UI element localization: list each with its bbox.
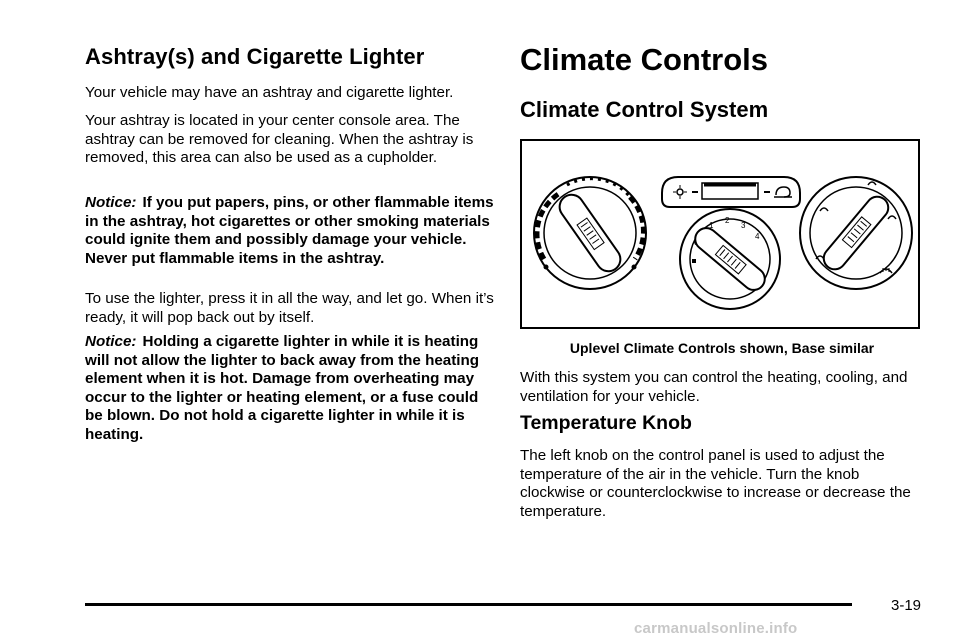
- climate-controls-illustration: [522, 141, 918, 327]
- notice-text: Holding a cigarette lighter in while it is heating will not allow the lighter to back away from the heating element when it is hot. Damage from overheating may occur to the lighter or heating element, or a fuse could be blown. Do not hold a cigarette lighter in while it is heating.: [85, 333, 480, 443]
- chapter-title: Climate Controls: [520, 42, 769, 77]
- page-number: 3-19: [891, 597, 922, 614]
- ashtray-heading: Ashtray(s) and Cigarette Lighter: [85, 44, 425, 69]
- watermark: carmanualsonline.info: [634, 620, 798, 637]
- fan-speed-1: 1: [709, 221, 714, 230]
- climate-controls-figure: [520, 139, 920, 329]
- ashtray-location: Your ashtray is located in your center console area. The ashtray can be removed for cleaning. When the ashtray is removed, this area can also be used as a cupholder.: [85, 112, 474, 166]
- mode-knob: [800, 177, 912, 289]
- section-title: Climate Control System: [520, 97, 769, 122]
- fan-speed-2: 2: [725, 216, 730, 225]
- temperature-knob: [534, 177, 646, 289]
- temperature-knob-description: The left knob on the control panel is used to adjust the temperature of the air in the vehicle. Turn the knob clockwise or counterclockwise to increase or decrease the temperature.: [520, 447, 911, 520]
- ashtray-intro: Your vehicle may have an ashtray and cigarette lighter.: [85, 84, 454, 101]
- notice-text: If you put papers, pins, or other flammable items in the ashtray, hot cigarettes or other smoking materials could ignite them and possibly damage your vehicle. Never put flammable items in the ashtray.: [85, 194, 494, 267]
- temperature-knob-heading: Temperature Knob: [520, 412, 692, 434]
- notice-lighter: [85, 333, 495, 444]
- notice-flammable: [85, 194, 495, 268]
- fan-speed-3: 3: [741, 221, 746, 230]
- system-description: With this system you can control the heating, cooling, and ventilation for your vehicle.: [520, 369, 908, 405]
- fan-speed-knob: [680, 209, 780, 309]
- notice-label: Notice:: [85, 333, 137, 350]
- footer-rule: [85, 603, 852, 606]
- figure-caption: Uplevel Climate Controls shown, Base similar: [569, 340, 875, 356]
- lighter-usage: To use the lighter, press it in all the way, and let go. When it’s ready, it will pop back out by itself.: [85, 290, 494, 326]
- button-panel: [662, 177, 800, 207]
- notice-label: Notice:: [85, 194, 137, 211]
- fan-speed-4: 4: [755, 232, 760, 241]
